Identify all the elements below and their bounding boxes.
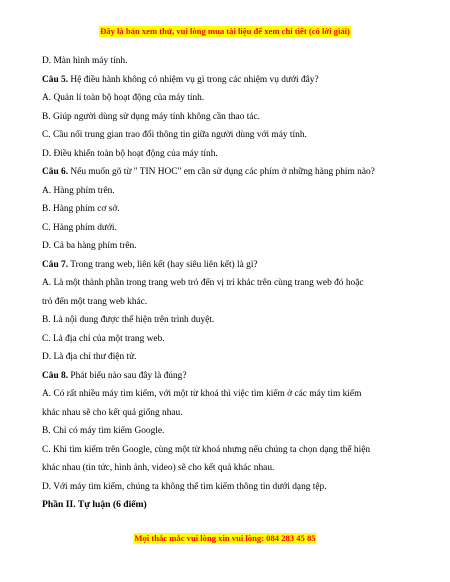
answer-option: A. Hàng phím trên. [42,185,115,196]
answer-option: D. Cả ba hàng phím trên. [42,241,137,251]
answer-option: C. Hàng phím dưới. [42,222,117,233]
question-text: Phát biểu nào sau đây là đúng? [68,370,187,381]
question-5 [42,74,412,86]
answer-option: B. Chỉ có máy tìm kiếm Google. [42,426,165,436]
section-heading: Phần II. Tự luận (6 điểm) [42,499,147,510]
answer-option: A. Là một thành phần trong trang web trỏ đến vị trí khác trên cùng trang web đó hoặc [42,278,364,288]
answer-option: D. Với máy tìm kiếm, chúng ta không thể tìm kiếm thông tin dưới dạng tệp. [42,481,327,492]
answer-option: C. Khi tìm kiếm trên Google, cùng một từ khoá nhưng nếu chúng ta chọn dạng thể hiện [42,444,371,455]
answer-option: A. Có rất nhiều máy tìm kiếm, với một từ khoá thì việc tìm kiếm ở các máy tìm kiếm [42,389,362,399]
answer-option-continuation: khác nhau (tin tức, hình ảnh, video) sẽ cho kết quả khác nhau. [42,463,275,473]
question-label: Câu 5. [42,74,69,85]
contact-banner: Mọi thắc mắc vui lòng xin vui lòng: 084 283 45 85 [134,533,316,543]
question-text: Trong trang web, liên kết (hay siêu liên kết) là gì? [68,259,258,270]
answer-option: A. Quản lí toàn bộ hoạt động của máy tính. [42,93,205,103]
question-text: Nếu muốn gõ từ " TIN HOC" em cần sử dụng các phím ở những hàng phím nào? [68,167,375,177]
preview-notice-banner: Đây là bản xem thử, vui lòng mua tài liệu để xem chi tiết (có lời giải) [100,26,350,36]
answer-option: B. Giúp người dùng sử dụng máy tính không cần thao tác. [42,111,260,122]
question-6 [42,166,412,178]
question-8 [42,370,412,382]
answer-option-continuation: khác nhau sẽ cho kết quả giống nhau. [42,407,183,418]
question-label: Câu 8. [42,370,69,381]
document-body [42,55,412,518]
answer-option-continuation: trỏ đến một trang web khác. [42,296,148,307]
answer-option: B. Hàng phím cơ sở. [42,204,120,214]
question-text: Hệ điều hành không có nhiệm vụ gì trong các nhiệm vụ dưới đây? [68,74,319,85]
question-label: Câu 6. [42,167,69,177]
answer-option: C. Cầu nối trung gian trao đổi thông tin giữa người dùng với máy tính. [42,130,307,140]
answer-option: D. Màn hình máy tính. [42,56,128,66]
question-7 [42,259,412,271]
answer-option: D. Điều khiển toàn bộ hoạt động của máy tính. [42,148,218,159]
answer-option: C. Là địa chỉ của một trang web. [42,333,165,344]
question-label: Câu 7. [42,259,69,270]
answer-option: B. Là nội dung được thể hiện trên trình duyệt. [42,315,215,325]
answer-option: D. Là địa chỉ thư điện tử. [42,352,137,362]
